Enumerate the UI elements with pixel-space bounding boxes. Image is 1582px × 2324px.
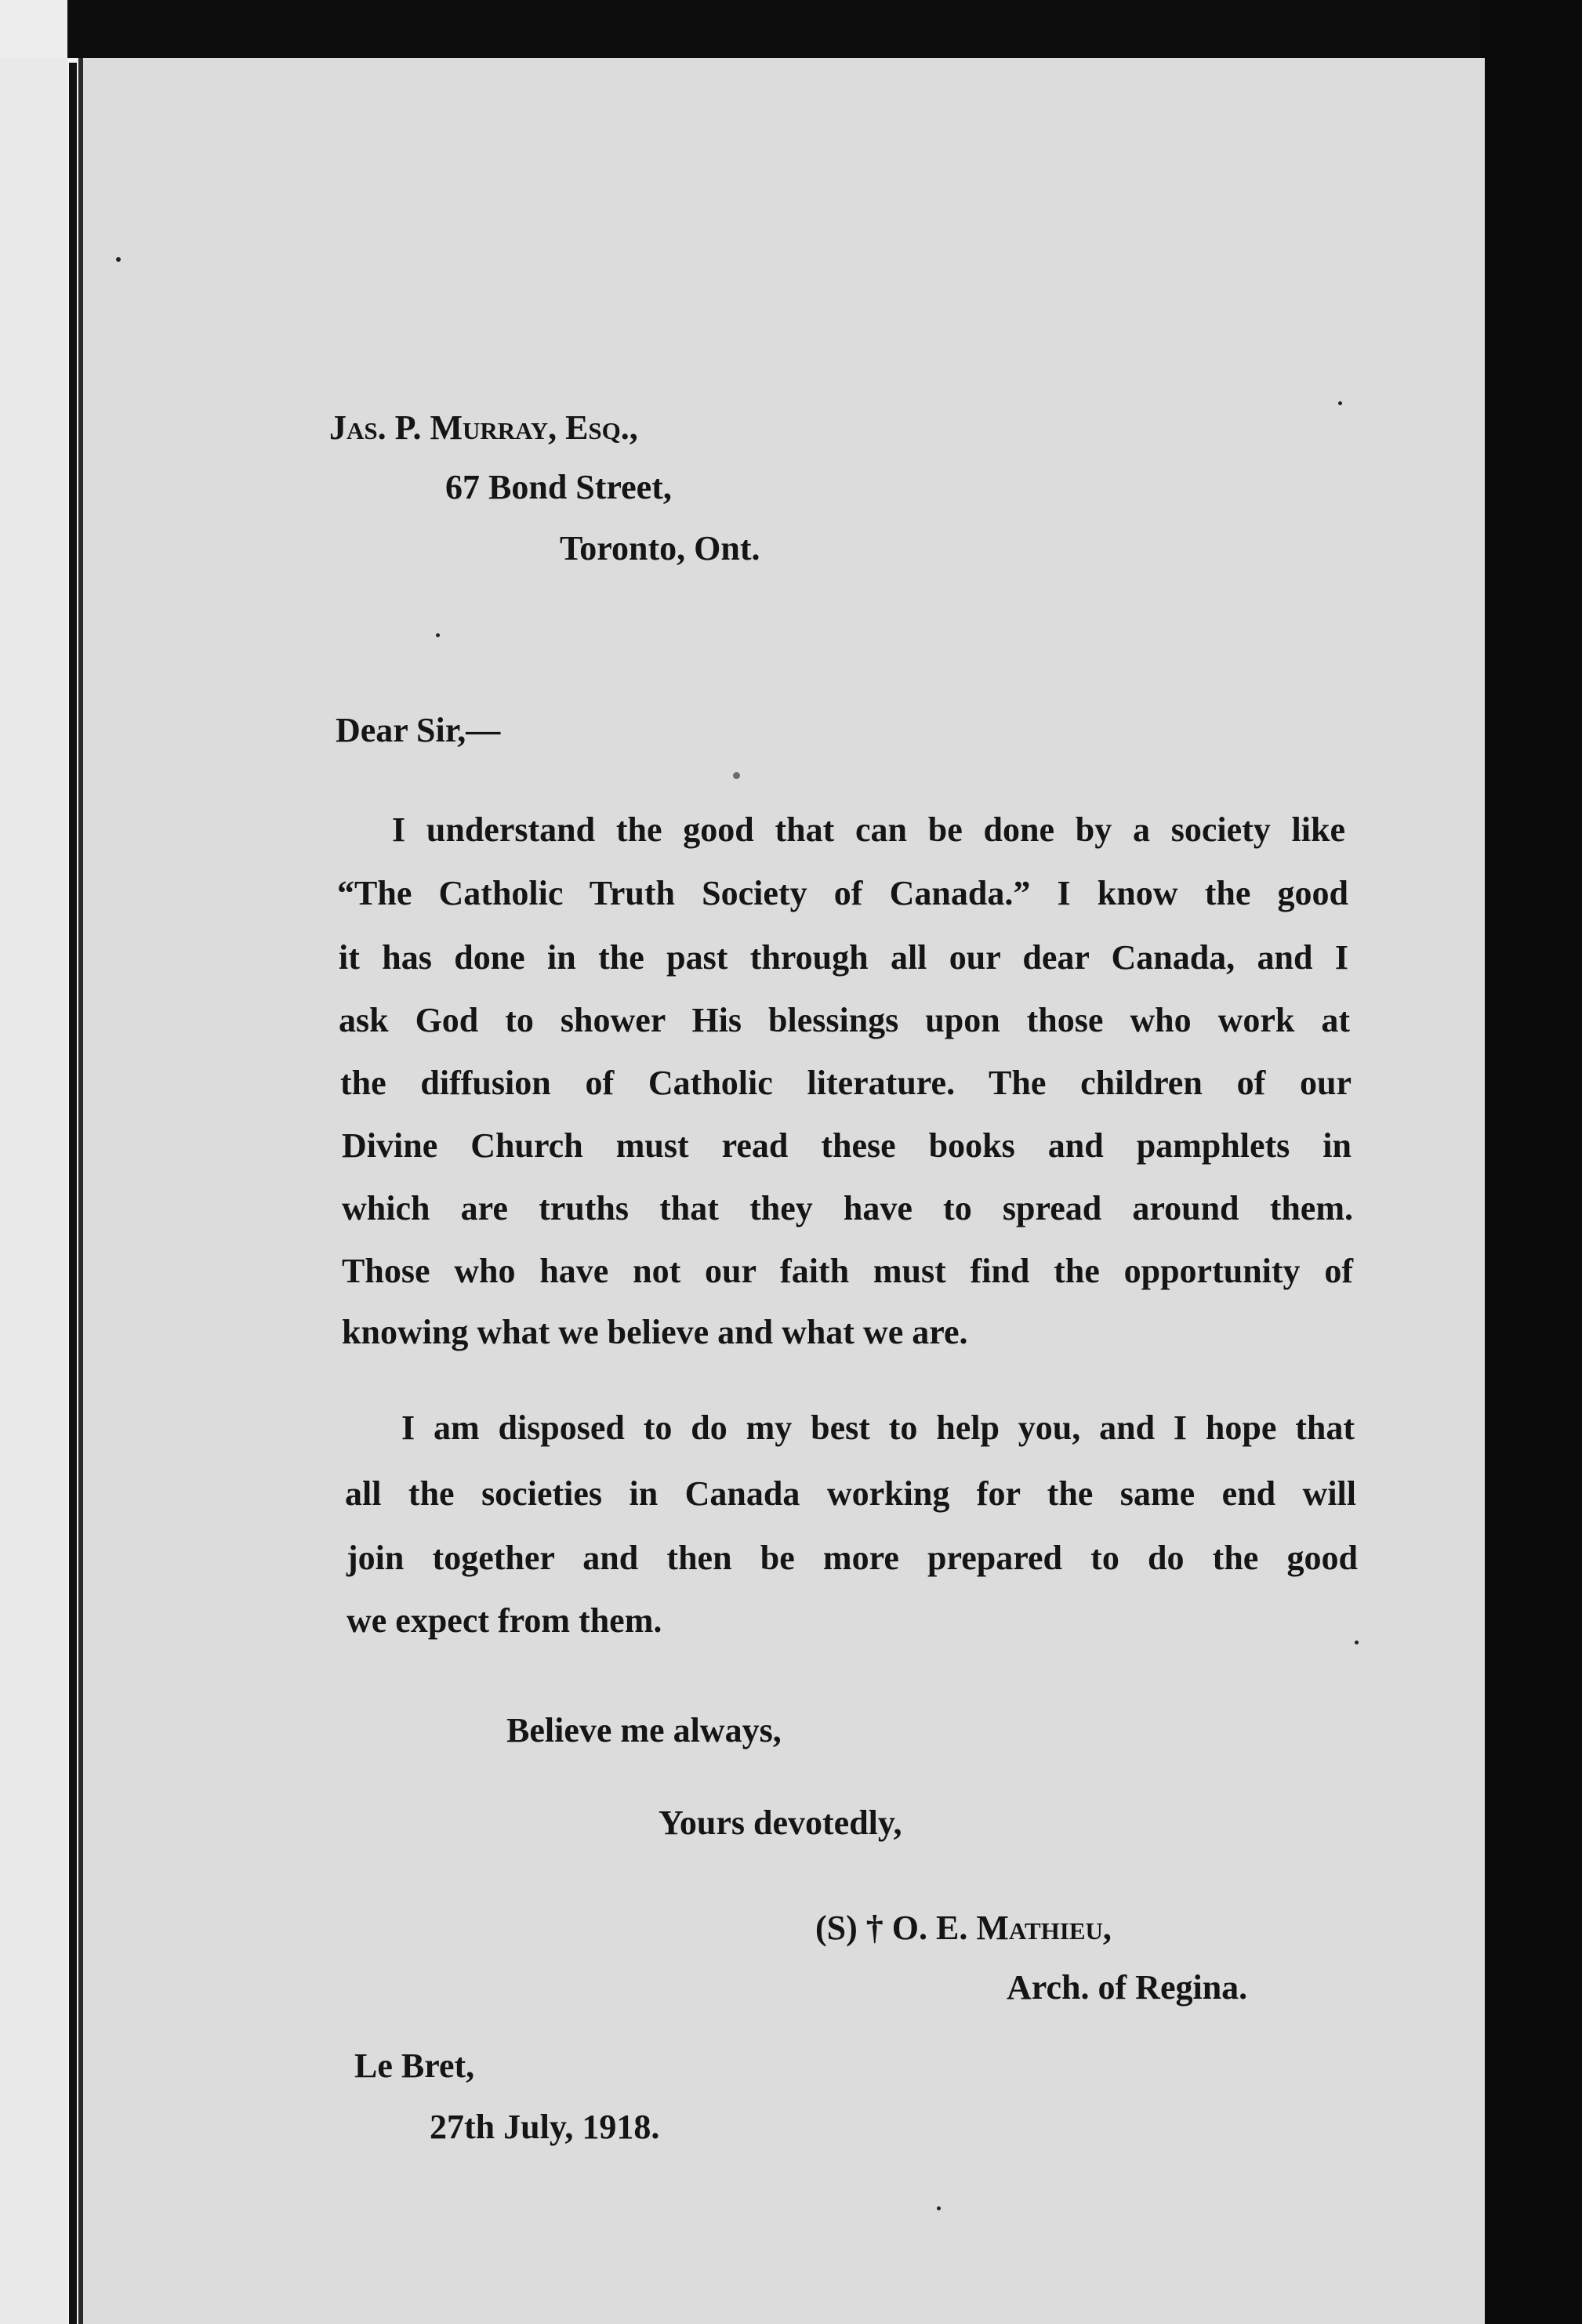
paragraph-1-line: Divine Church must read these books and pamphlets in	[342, 1126, 1352, 1165]
top-left-corner	[0, 0, 67, 58]
letter-date: 27th July, 1918.	[430, 2108, 660, 2146]
closing-line: Yours devotedly,	[659, 1804, 902, 1842]
recipient-street: 67 Bond Street,	[445, 468, 672, 506]
scan-speck	[116, 257, 121, 262]
salutation: Dear Sir,—	[336, 711, 501, 749]
paragraph-1-line: knowing what we believe and what we are.	[342, 1313, 968, 1351]
scan-speck	[436, 633, 440, 637]
scan-speck	[1338, 401, 1342, 405]
signature-title: Arch. of Regina.	[1007, 1968, 1248, 2007]
closing-line: Believe me always,	[506, 1711, 782, 1749]
paragraph-2-line: we expect from them.	[347, 1601, 662, 1640]
paragraph-1-line: I understand the good that can be done by a society like	[392, 810, 1345, 849]
scan-speck	[937, 2206, 941, 2210]
previous-page-margin	[0, 0, 67, 2324]
recipient-city: Toronto, Ont.	[560, 529, 760, 567]
top-scan-border	[67, 0, 1582, 58]
letter-place: Le Bret,	[354, 2047, 475, 2085]
paragraph-1-line: Those who have not our faith must find the opportunity of	[342, 1252, 1353, 1290]
scan-speck	[733, 772, 740, 779]
paragraph-2-line: join together and then be more prepared to do the good	[347, 1539, 1358, 1577]
right-scan-border	[1480, 0, 1582, 2324]
page-spine	[69, 63, 77, 2324]
paragraph-2-line: all the societies in Canada working for the same end will	[345, 1474, 1356, 1513]
paragraph-1-line: which are truths that they have to spread around them.	[342, 1189, 1353, 1227]
signature: (S) † O. E. Mathieu,	[815, 1909, 1112, 1947]
paragraph-1-line: it has done in the past through all our dear Canada, and I	[339, 938, 1348, 977]
recipient-name: Jas. P. Murray, Esq.,	[329, 408, 638, 447]
paragraph-1-line: “The Catholic Truth Society of Canada.” I know the good	[337, 874, 1348, 912]
paragraph-1-line: ask God to shower His blessings upon those who work at	[339, 1001, 1350, 1039]
paragraph-1-line: the diffusion of Catholic literature. The children of our	[340, 1064, 1352, 1102]
scan-speck	[1355, 1641, 1359, 1644]
paragraph-2-line: I am disposed to do my best to help you, and I hope that	[401, 1409, 1355, 1447]
